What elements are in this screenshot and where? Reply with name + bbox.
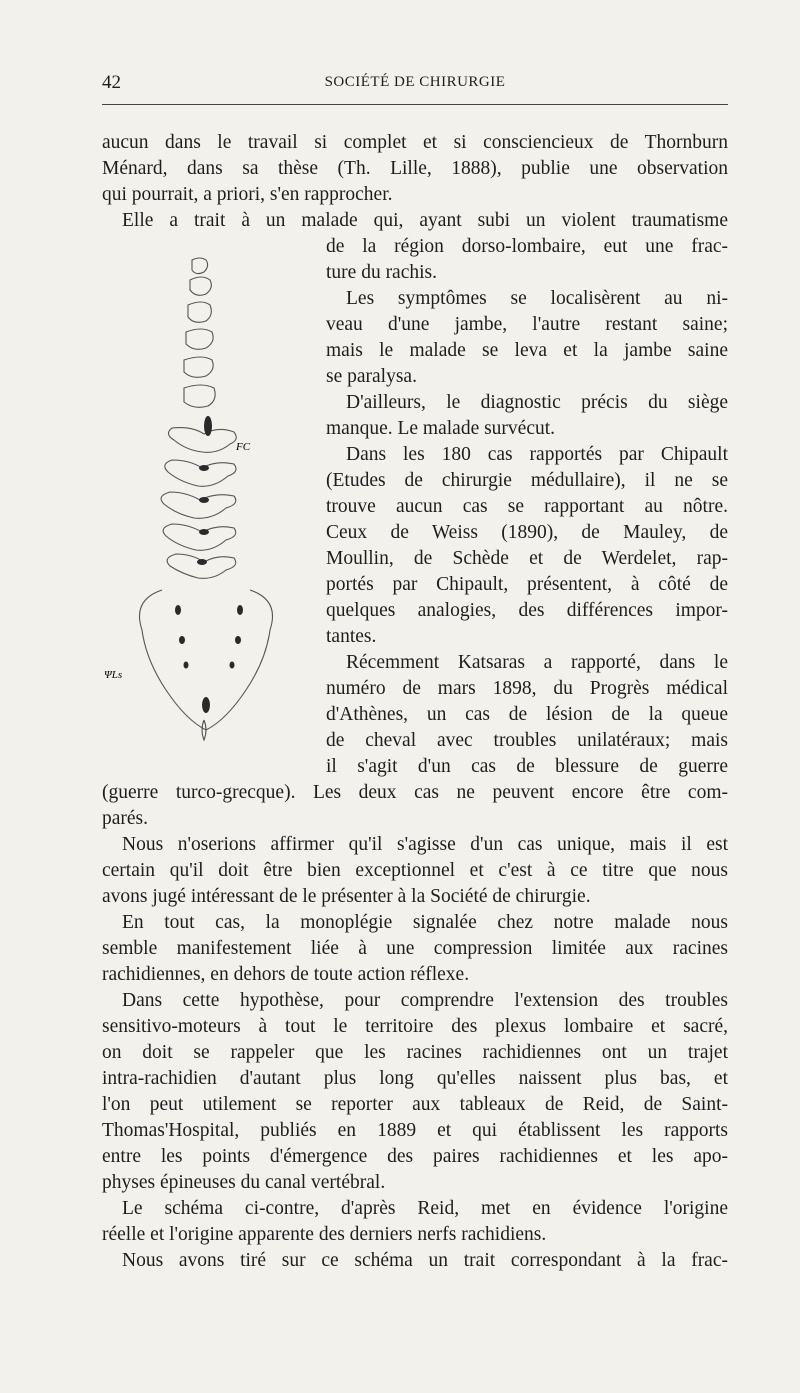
text-line: physes épineuses du canal vertébral. xyxy=(102,1172,386,1193)
text-line: veau d'une jambe, l'autre restant saine; xyxy=(326,314,728,335)
text-line: intra-rachidien d'autant plus long qu'elles naissent plus bas, et xyxy=(102,1068,728,1089)
text-line: trouve aucun cas se rapportant au nôtre. xyxy=(326,496,728,517)
figure-label-fc: FC xyxy=(236,441,251,453)
text-line: se paralysa. xyxy=(326,366,417,387)
running-title: SOCIÉTÉ DE CHIRURGIE xyxy=(324,74,506,90)
figure-label-side: ΨLs xyxy=(104,669,123,681)
text-line: rachidiennes, en dehors de toute action réflexe. xyxy=(102,964,470,985)
text-line: sensitivo-moteurs à tout le territoire des plexus lombaire et sacré, xyxy=(102,1016,728,1037)
text-line: il s'agit d'un cas de blessure de guerre xyxy=(326,756,728,777)
text-line: portés par Chipault, présentent, à côté de xyxy=(326,574,728,595)
text-line: qui pourrait, a priori, s'en rapprocher. xyxy=(102,184,393,205)
text-line: (Etudes de chirurgie médullaire), il ne se xyxy=(326,470,728,491)
text-line: (guerre turco-grecque). Les deux cas ne peuvent encore être com- xyxy=(102,782,728,803)
text-line: Nous n'oserions affirmer qu'il s'agisse d'un cas unique, mais il est xyxy=(122,834,728,855)
text-line: ture du rachis. xyxy=(326,262,438,283)
text-line: Ménard, dans sa thèse (Th. Lille, 1888), publie une observation xyxy=(102,158,728,179)
text-line: mais le malade se leva et la jambe saine xyxy=(326,340,728,361)
text-line: on doit se rappeler que les racines rachidiennes ont un trajet xyxy=(102,1042,728,1063)
header-rule xyxy=(102,104,728,105)
page-header xyxy=(102,72,728,98)
text-line: quelques analogies, des différences impor- xyxy=(326,600,728,621)
spine-illustration xyxy=(104,250,304,750)
text-line: numéro de mars 1898, du Progrès médical xyxy=(326,678,728,699)
text-line: entre les points d'émergence des paires rachidiennes et les apo- xyxy=(102,1146,728,1167)
page-number: 42 xyxy=(102,72,121,93)
text-line: l'on peut utilement se reporter aux tableaux de Reid, de Saint- xyxy=(102,1094,728,1115)
text-line: Le schéma ci-contre, d'après Reid, met en évidence l'origine xyxy=(122,1198,728,1219)
text-line: Récemment Katsaras a rapporté, dans le xyxy=(346,652,728,673)
text-line: Thomas'Hospital, publiés en 1889 et qui établissent les rapports xyxy=(102,1120,728,1141)
text-line: de cheval avec troubles unilatéraux; mais xyxy=(326,730,728,751)
text-line: semble manifestement liée à une compression limitée aux racines xyxy=(102,938,728,959)
text-line: réelle et l'origine apparente des derniers nerfs rachidiens. xyxy=(102,1224,547,1245)
text-line: d'Athènes, un cas de lésion de la queue xyxy=(326,704,728,725)
text-line: certain qu'il doit être bien exceptionnel et c'est à ce titre que nous xyxy=(102,860,728,881)
text-line: Moullin, de Schède et de Werdelet, rap- xyxy=(326,548,728,569)
text-line: Dans cette hypothèse, pour comprendre l'extension des troubles xyxy=(122,990,728,1011)
text-line: parés. xyxy=(102,808,149,829)
text-line: D'ailleurs, le diagnostic précis du siège xyxy=(346,392,728,413)
text-line: avons jugé intéressant de le présenter à la Société de chirurgie. xyxy=(102,886,591,907)
text-line: Ceux de Weiss (1890), de Mauley, de xyxy=(326,522,728,543)
text-line: Dans les 180 cas rapportés par Chipault xyxy=(346,444,728,465)
text-line: Elle a trait à un malade qui, ayant subi un violent traumatisme xyxy=(122,210,728,231)
text-line: tantes. xyxy=(326,626,377,647)
text-line: En tout cas, la monoplégie signalée chez notre malade nous xyxy=(122,912,728,933)
text-line: de la région dorso-lombaire, eut une frac- xyxy=(326,236,728,257)
spine-figure xyxy=(104,250,304,750)
text-line: Les symptômes se localisèrent au ni- xyxy=(346,288,728,309)
text-line: manque. Le malade survécut. xyxy=(326,418,556,439)
text-line: Nous avons tiré sur ce schéma un trait correspondant à la frac- xyxy=(122,1250,728,1271)
text-line: aucun dans le travail si complet et si consciencieux de Thornburn xyxy=(102,132,728,153)
